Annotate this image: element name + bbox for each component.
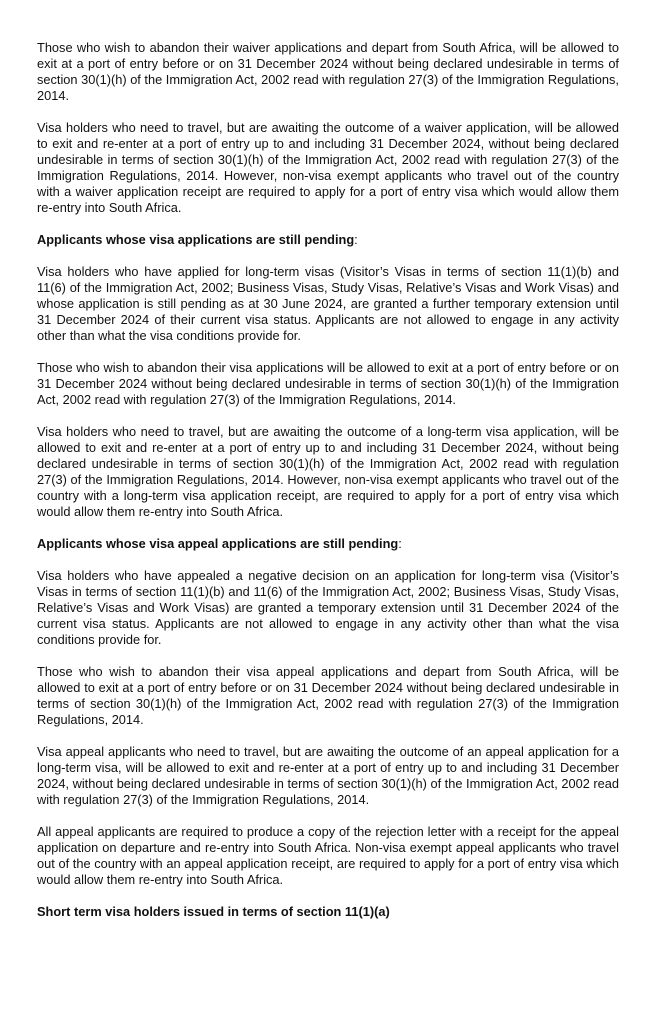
document-page (37, 40, 619, 936)
heading-text: Applicants whose visa appeal applications are still pending (37, 536, 399, 551)
paragraph-waiver-travel: Visa holders who need to travel, but are awaiting the outcome of a waiver application, will be allowed to exit and re-enter at a port of entry up to and including 31 December 2024, without being declared undesirable in terms of section 30(1)(h) of the Immigration Act, 2002 read with regulation 27(3) of the Immigration Regulations, 2014. However, non-visa exempt applicants who travel out of the country with a waiver application receipt are required to apply for a port of entry visa which would allow them re-entry into South Africa. (37, 120, 619, 215)
paragraph-appeal-documents: All appeal applicants are required to produce a copy of the rejection letter with a receipt for the appeal application on departure and re-entry into South Africa. Non-visa exempt appeal applicants who travel out of the country with an appeal application receipt, are required to apply for a port of entry visa which would allow them re-entry into South Africa. (37, 824, 619, 887)
heading-pending-visa-applications (37, 232, 619, 248)
heading-text: Short term visa holders issued in terms of section 11(1)(a) (37, 904, 390, 919)
heading-short-term-visa-holders (37, 904, 619, 920)
heading-suffix: : (398, 536, 402, 551)
heading-text: Applicants whose visa applications are still pending (37, 232, 355, 247)
heading-suffix: : (354, 232, 358, 247)
paragraph-appeal-abandon: Those who wish to abandon their visa appeal applications and depart from South Africa, will be allowed to exit at a port of entry before or on 31 December 2024 without being declared undesirable in terms of section 30(1)(h) of the Immigration Act, 2002 read with regulation 27(3) of the Immigration Regulations, 2014. (37, 664, 619, 727)
paragraph-long-term-extension: Visa holders who have applied for long-term visas (Visitor’s Visas in terms of section 11(1)(b) and 11(6) of the Immigration Act, 2002; Business Visas, Study Visas, Relative’s Visas and Work Visas) and whose application is still pending as at 30 June 2024, are granted a further temporary extension until 31 December 2024 of their current visa status. Applicants are not allowed to engage in any activity other than what the visa conditions provide for. (37, 264, 619, 343)
paragraph-appeal-travel: Visa appeal applicants who need to travel, but are awaiting the outcome of an appeal application for a long-term visa, will be allowed to exit and re-enter at a port of entry up to and including 31 December 2024, without being declared undesirable in terms of section 30(1)(h) of the Immigration Act, 2002 read with regulation 27(3) of the Immigration Regulations, 2014. (37, 744, 619, 807)
paragraph-visa-travel: Visa holders who need to travel, but are awaiting the outcome of a long-term visa application, will be allowed to exit and re-enter at a port of entry up to and including 31 December 2024, without being declared undesirable in terms of section 30(1)(h) of the Immigration Act, 2002 read with regulation 27(3) of the Immigration Regulations, 2014. However, non-visa exempt applicants who travel out of the country with a long-term visa application receipt, are required to apply for a port of entry visa which would allow them re-entry into South Africa. (37, 424, 619, 519)
paragraph-appeal-extension: Visa holders who have appealed a negative decision on an application for long-term visa (Visitor’s Visas in terms of section 11(1)(b) and 11(6) of the Immigration Act, 2002; Business Visas, Study Visas, Relative’s Visas and Work Visas) are granted a temporary extension until 31 December 2024 of the current visa status. Applicants are not allowed to engage in any activity other than what the visa conditions provide for. (37, 568, 619, 647)
paragraph-waiver-abandon: Those who wish to abandon their waiver applications and depart from South Africa, will be allowed to exit at a port of entry before or on 31 December 2024 without being declared undesirable in terms of section 30(1)(h) of the Immigration Act, 2002 read with regulation 27(3) of the Immigration Regulations, 2014. (37, 40, 619, 103)
paragraph-visa-abandon: Those who wish to abandon their visa applications will be allowed to exit at a port of entry before or on 31 December 2024 without being declared undesirable in terms of section 30(1)(h) of the Immigration Act, 2002 read with regulation 27(3) of the Immigration Regulations, 2014. (37, 360, 619, 407)
heading-pending-appeal-applications (37, 536, 619, 552)
